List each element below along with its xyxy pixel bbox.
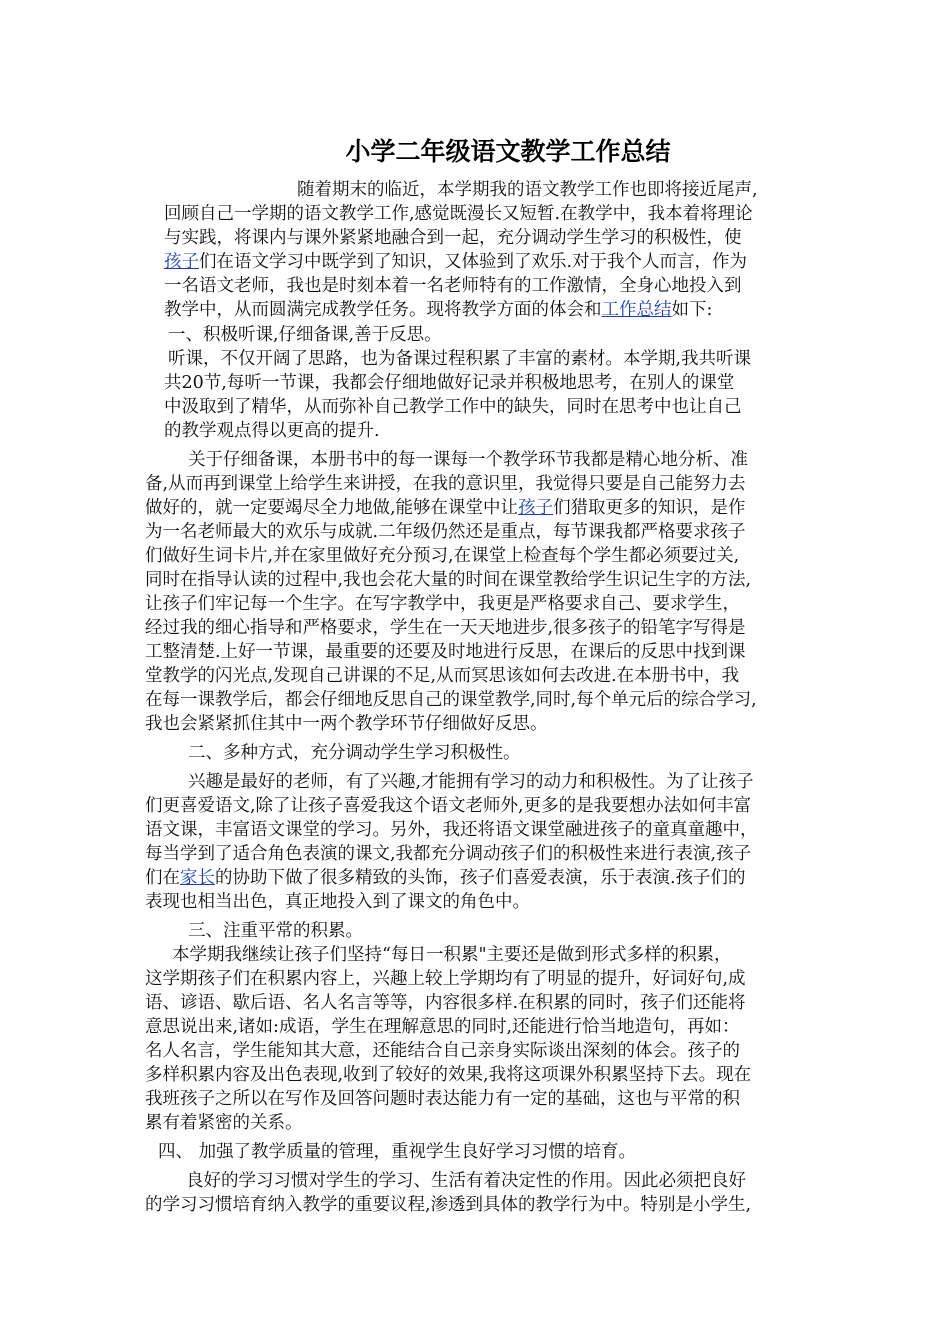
s2-line-5 <box>145 866 746 890</box>
s1-p2-line-7: 让孩子们牢记每一个生字。在写字教学中，我更是严格要求自己、要求学生， <box>145 594 740 614</box>
s3-line-8: 累有着紧密的关系。 <box>145 1113 303 1133</box>
s3-line-4: 意思说出来,诸如:成语，学生在理解意思的同时,还能进行恰当地造句，再如： <box>145 1017 740 1037</box>
s3-line-3: 语、谚语、歇后语、名人名言等等，内容很多样.在积累的同时，孩子们还能将 <box>145 993 746 1013</box>
s1-p1-line-1: 听课，不仅开阔了思路，也为备课过程积累了丰富的素材。本学期,我共听课 <box>168 349 752 369</box>
s2-line-6: 表现也相当出色，真正地投入到了课文的角色中。 <box>145 892 530 912</box>
intro-line-2: 回顾自己一学期的语文教学工作,感觉既漫长又短暂.在教学中，我本着将理论 <box>164 204 753 224</box>
link-work-summary[interactable]: 工作总结 <box>601 300 672 320</box>
s2-line-2: 们更喜爱语文,除了让孩子喜爱我这个语文老师外,更多的是我要想办法如何丰富 <box>145 796 752 816</box>
s3-line-1: 本学期我继续让孩子们坚持“每日一积累"主要还是做到形式多样的积累， <box>172 945 732 965</box>
intro-line-4-text: 们在语文学习中既学到了知识，又体验到了欢乐.对于我个人而言，作为 <box>199 252 748 272</box>
s3-line-2: 这学期孩子们在积累内容上，兴趣上较上学期均有了明显的提升，好词好句,成 <box>145 969 746 989</box>
s1-p1-line-4: 的教学观点得以更高的提升. <box>164 421 380 441</box>
section-4-heading: 四、 加强了教学质量的管理，重视学生良好学习习惯的培育。 <box>158 1142 637 1162</box>
link-children-2[interactable]: 孩子 <box>518 498 554 518</box>
s2-line-5-end: 的协助下做了很多精致的头饰，孩子们喜爱表演，乐于表演.孩子们的 <box>215 868 746 888</box>
intro-line-5: 一名语文老师，我也是时刻本着一名老师特有的工作激情，全身心地投入到 <box>164 276 742 296</box>
s4-line-1: 良好的学习习惯对学生的学习、生活有着决定性的作用。因此必须把良好 <box>186 1171 746 1191</box>
s1-p2-line-9: 工整清楚.上好一节课，最重要的还要及时地进行反思，在课后的反思中找到课 <box>145 642 746 662</box>
s1-p2-line-1: 关于仔细备课，本册书中的每一课每一个教学环节我都是精心地分析、准 <box>188 450 748 470</box>
s1-p2-line-6: 同时在指导认读的过程中,我也会花大量的时间在课堂教给学生识记生字的方法, <box>145 570 752 590</box>
s1-p2-line-11: 在每一课教学后，都会仔细地反思自己的课堂教学,同时,每个单元后的综合学习, <box>145 690 757 710</box>
document-title: 小学二年级语文教学工作总结 <box>345 137 671 166</box>
s2-line-1: 兴趣是最好的老师，有了兴趣,才能拥有学习的动力和积极性。为了让孩子 <box>188 772 754 792</box>
s1-p1-line-2: 共20节,每听一节课，我都会仔细地做好记录并积极地思考，在别人的课堂 <box>164 373 735 393</box>
link-children[interactable]: 孩子 <box>164 252 199 272</box>
s1-p2-line-8: 经过我的细心指导和严格要求，学生在一天天地进步,很多孩子的铅笔字写得是 <box>145 618 746 638</box>
s2-line-5-text: 们在 <box>145 868 180 888</box>
s1-p2-line-3-text: 做好的，就一定要竭尽全力地做,能够在课堂中让 <box>145 498 519 518</box>
link-parents[interactable]: 家长 <box>180 868 215 888</box>
intro-line-6-text: 教学中，从而圆满完成教学任务。现将教学方面的体会和 <box>164 300 602 320</box>
s3-line-6: 多样积累内容及出色表现,收到了较好的效果,我将这项课外积累坚持下去。现在 <box>145 1065 752 1085</box>
section-1-heading: 一、积极听课,仔细备课,善于反思。 <box>168 325 442 345</box>
intro-line-1: 随着期末的临近，本学期我的语文教学工作也即将接近尾声, <box>297 180 758 200</box>
section-3-heading: 三、注重平常的积累。 <box>188 921 363 941</box>
intro-line-3: 与实践，将课内与课外紧紧地融合到一起，充分调动学生学习的积极性，使 <box>164 228 742 248</box>
s1-p2-line-12: 我也会紧紧抓住其中一两个教学环节仔细做好反思。 <box>145 714 548 734</box>
s1-p2-line-4: 为一名老师最大的欢乐与成就.二年级仍然还是重点，每节课我都严格要求孩子 <box>145 522 746 542</box>
s3-line-7: 我班孩子之所以在写作及回答问题时表达能力有一定的基础，这也与平常的积 <box>145 1089 740 1109</box>
s2-line-4: 每当学到了适合角色表演的课文,我都充分调动孩子们的积极性来进行表演,孩子 <box>145 844 752 864</box>
intro-line-6-end: 如下: <box>671 300 713 320</box>
s1-p2-line-10: 堂教学的闪光点,发现自己讲课的不足,从而冥思该如何去改进.在本册书中，我 <box>145 666 740 686</box>
s1-p2-line-2: 备,从而再到课堂上给学生来讲授，在我的意识里，我觉得只要是自己能努力去 <box>145 474 746 494</box>
s1-p1-line-3: 中汲取到了精华，从而弥补自己教学工作中的缺失，同时在思考中也让自己 <box>164 397 742 417</box>
section-2-heading: 二、多种方式，充分调动学生学习积极性。 <box>188 743 521 763</box>
s1-p2-line-5: 们做好生词卡片,并在家里做好充分预习,在课堂上检查每个学生都必须要过关, <box>145 546 740 566</box>
s1-p2-line-3 <box>145 496 746 520</box>
intro-line-6 <box>164 298 712 322</box>
intro-line-4 <box>164 250 747 274</box>
s3-line-5: 名人名言，学生能知其大意，还能结合自己亲身实际谈出深刻的体会。孩子的 <box>145 1041 740 1061</box>
s2-line-3: 语文课，丰富语文课堂的学习。另外，我还将语文课堂融进孩子的童真童趣中， <box>145 820 758 840</box>
s4-line-2: 的学习习惯培育纳入教学的重要议程,渗透到具体的教学行为中。特别是小学生, <box>145 1195 752 1215</box>
s1-p2-line-3-end: 们猎取更多的知识，是作 <box>553 498 746 518</box>
